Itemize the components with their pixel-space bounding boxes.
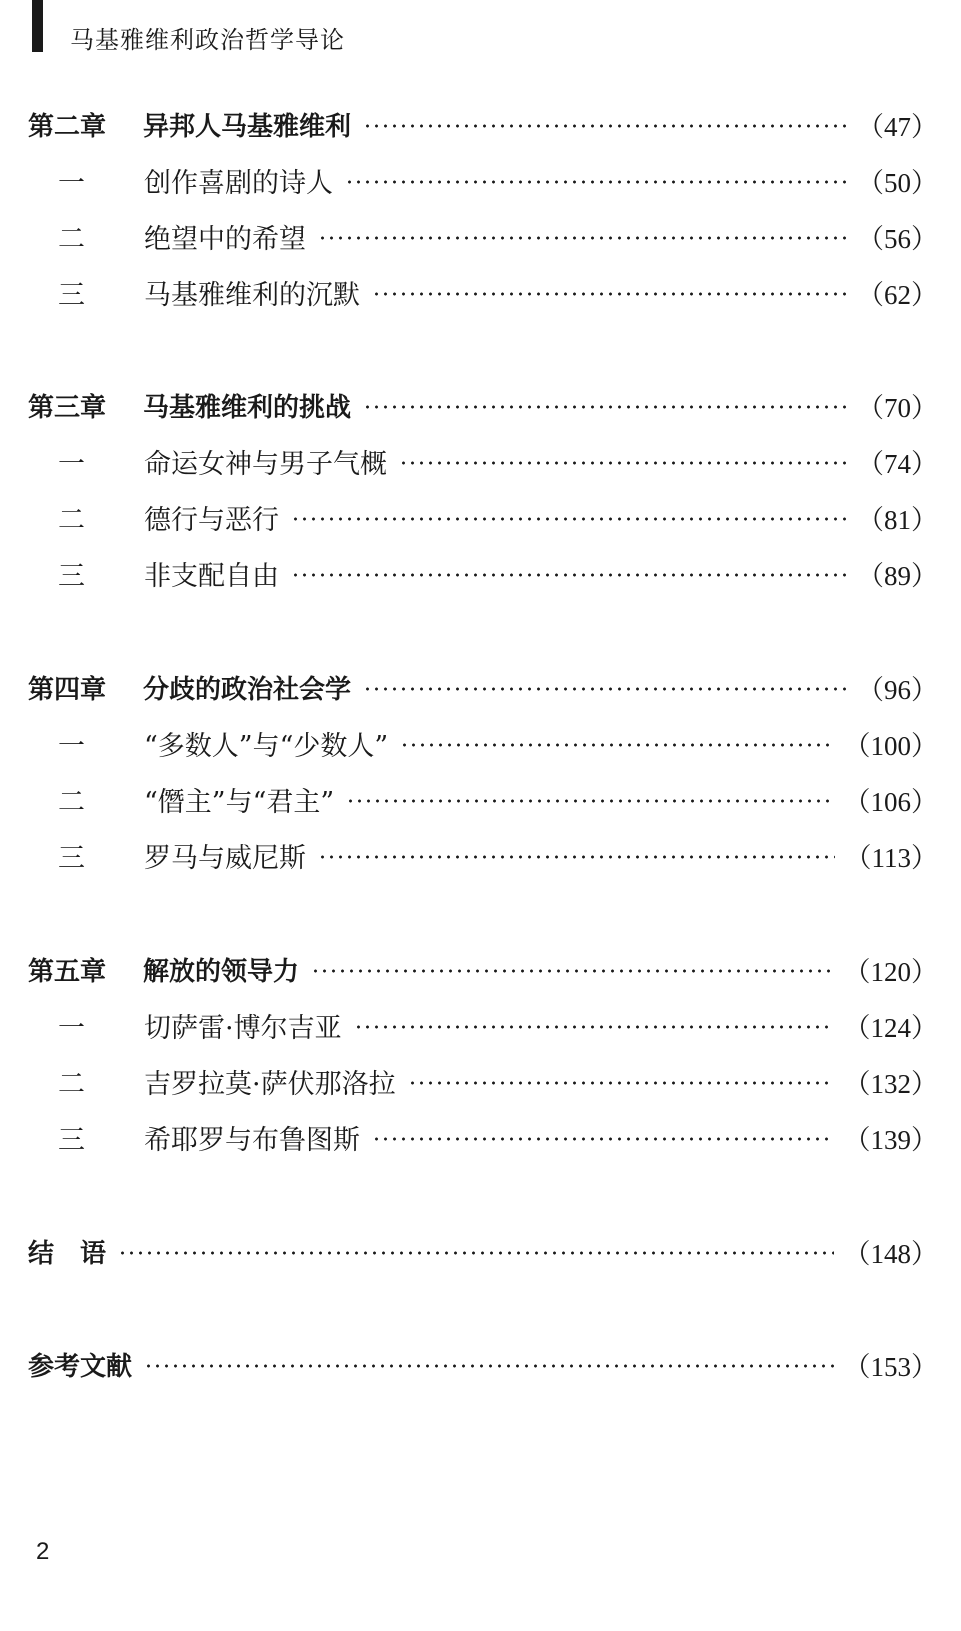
page-reference: （132）: [843, 1068, 938, 1099]
toc-section[interactable]: [58, 835, 938, 875]
toc-section[interactable]: [58, 216, 938, 256]
section-number: 一: [58, 730, 85, 762]
page-reference: （70）: [857, 392, 938, 423]
section-number: 二: [58, 1068, 85, 1100]
dot-leader: [345, 180, 847, 184]
section-title: “僭主”与“君主”: [144, 786, 335, 818]
toc-section[interactable]: [58, 1117, 938, 1157]
dot-leader: [346, 799, 833, 803]
page-reference: （113）: [844, 842, 938, 873]
page-reference: （148）: [843, 1238, 938, 1269]
toc-section[interactable]: [58, 1005, 938, 1045]
page-reference: （56）: [857, 223, 938, 254]
page-reference: （120）: [843, 956, 938, 987]
conclusion-title: 结 语: [28, 1238, 107, 1269]
chapter-number: 第二章: [28, 111, 107, 142]
section-number: 一: [58, 167, 85, 199]
section-number: 三: [58, 560, 85, 592]
dot-leader: [118, 1251, 833, 1255]
section-title: 绝望中的希望: [144, 223, 306, 255]
page-reference: （96）: [857, 674, 938, 705]
section-title: 非支配自由: [144, 560, 279, 592]
page-reference: （106）: [843, 786, 938, 817]
section-title: 切萨雷·博尔吉亚: [144, 1012, 342, 1044]
dot-leader: [318, 855, 835, 859]
toc-conclusion[interactable]: [28, 1231, 938, 1271]
references-title: 参考文献: [28, 1351, 133, 1382]
page-reference: （47）: [857, 111, 938, 142]
dot-leader: [399, 461, 847, 465]
section-title: 吉罗拉莫·萨伏那洛拉: [144, 1068, 396, 1100]
section-title: 马基雅维利的沉默: [144, 279, 360, 311]
section-number: 二: [58, 786, 85, 818]
page-reference: （50）: [857, 167, 938, 198]
toc-section[interactable]: [58, 441, 938, 481]
toc-section[interactable]: [58, 272, 938, 312]
chapter-title: 分歧的政治社会学: [143, 674, 352, 705]
section-number: 一: [58, 448, 85, 480]
dot-leader: [372, 292, 847, 296]
page-number: 2: [36, 1538, 50, 1565]
page-reference: （62）: [857, 279, 938, 310]
dot-leader: [400, 743, 833, 747]
section-number: 一: [58, 1012, 85, 1044]
page-reference: （74）: [857, 448, 938, 479]
dot-leader: [311, 969, 833, 973]
running-head: 马基雅维利政治哲学导论: [70, 26, 345, 54]
page-reference: （100）: [843, 730, 938, 761]
dot-leader: [408, 1081, 834, 1085]
section-number: 二: [58, 504, 85, 536]
toc-chapter-2[interactable]: [28, 104, 938, 144]
dot-leader: [144, 1364, 833, 1368]
section-number: 三: [58, 1124, 85, 1156]
chapter-number: 第四章: [28, 674, 107, 705]
dot-leader: [363, 124, 847, 128]
page-reference: （89）: [857, 560, 938, 591]
toc-section[interactable]: [58, 497, 938, 537]
dot-leader: [354, 1025, 834, 1029]
toc-section[interactable]: [58, 553, 938, 593]
section-title: 罗马与威尼斯: [144, 842, 306, 874]
page-reference: （81）: [857, 504, 938, 535]
header-rule-bar: [32, 0, 43, 52]
section-title: 命运女神与男子气概: [144, 448, 387, 480]
dot-leader: [363, 687, 847, 691]
dot-leader: [372, 1137, 834, 1141]
section-title: 创作喜剧的诗人: [144, 167, 333, 199]
page-reference: （124）: [843, 1012, 938, 1043]
toc-section[interactable]: [58, 1061, 938, 1101]
chapter-title: 异邦人马基雅维利: [143, 111, 352, 142]
chapter-title: 解放的领导力: [143, 956, 300, 987]
dot-leader: [291, 517, 847, 521]
section-number: 三: [58, 842, 85, 874]
dot-leader: [363, 405, 847, 409]
toc-chapter-5[interactable]: [28, 949, 938, 989]
toc-chapter-3[interactable]: [28, 385, 938, 425]
section-title: “多数人”与“少数人”: [144, 730, 389, 762]
dot-leader: [291, 573, 847, 577]
chapter-title: 马基雅维利的挑战: [143, 392, 352, 423]
dot-leader: [318, 236, 847, 240]
toc-references[interactable]: [28, 1344, 938, 1384]
section-number: 三: [58, 279, 85, 311]
page-reference: （153）: [843, 1351, 938, 1382]
toc-section[interactable]: [58, 160, 938, 200]
section-title: 德行与恶行: [144, 504, 279, 536]
page-reference: （139）: [843, 1124, 938, 1155]
section-title: 希耶罗与布鲁图斯: [144, 1124, 360, 1156]
toc-section[interactable]: [58, 723, 938, 763]
toc-section[interactable]: [58, 779, 938, 819]
section-number: 二: [58, 223, 85, 255]
toc-chapter-4[interactable]: [28, 667, 938, 707]
chapter-number: 第三章: [28, 392, 107, 423]
chapter-number: 第五章: [28, 956, 107, 987]
